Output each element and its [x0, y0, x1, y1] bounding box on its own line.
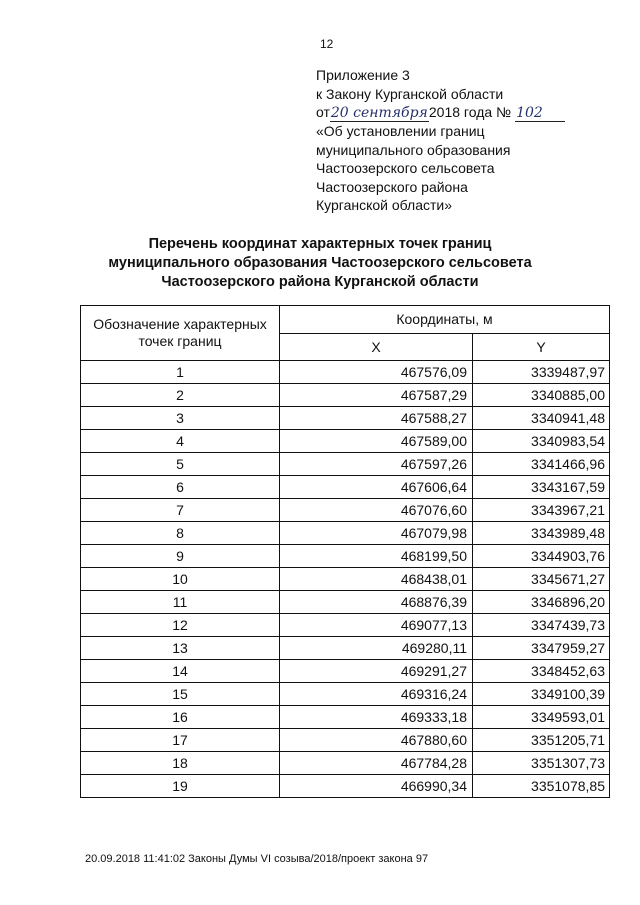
header-y: Y: [473, 333, 610, 361]
table-row: [81, 637, 610, 660]
appendix-date-line: [316, 103, 565, 122]
coord-x: 467079,98: [280, 522, 473, 545]
coord-x: 467588,27: [280, 407, 473, 430]
coord-y: 3343167,59: [473, 476, 610, 499]
coord-x: 467784,28: [280, 752, 473, 775]
coord-x: 467589,00: [280, 430, 473, 453]
table-row: [81, 453, 610, 476]
table-row: [81, 499, 610, 522]
title-line: Перечень координат характерных точек границ: [148, 236, 492, 252]
table-row: [81, 407, 610, 430]
coord-y: 3343967,21: [473, 499, 610, 522]
coord-y: 3340941,48: [473, 407, 610, 430]
table-row: [81, 706, 610, 729]
date-prefix: от: [316, 104, 330, 120]
appendix-line: Частоозерского сельсовета: [316, 160, 495, 176]
point-number: 9: [81, 545, 280, 568]
table-row: [81, 476, 610, 499]
coord-y: 3340983,54: [473, 430, 610, 453]
appendix-line: муниципального образования: [316, 141, 511, 158]
coord-y: 3344903,76: [473, 545, 610, 568]
appendix-line: Приложение 3: [316, 67, 410, 83]
coord-x: 469291,27: [280, 660, 473, 683]
coord-x: 469316,24: [280, 683, 473, 706]
table-row: [81, 430, 610, 453]
title-line: Частоозерского района Курганской области: [161, 274, 479, 290]
table-row: [81, 752, 610, 775]
coord-y: 3345671,27: [473, 568, 610, 591]
coord-y: 3348452,63: [473, 660, 610, 683]
handwritten-date: 20 сентября: [330, 105, 428, 121]
coord-y: 3347959,27: [473, 637, 610, 660]
coord-y: 3351078,85: [473, 775, 610, 798]
point-number: 19: [81, 775, 280, 798]
handwritten-law-number: 102: [515, 106, 565, 122]
point-number: 18: [81, 752, 280, 775]
coordinates-table: [80, 305, 610, 798]
point-number: 5: [81, 453, 280, 476]
coord-y: 3343989,48: [473, 522, 610, 545]
page-number: 12: [320, 37, 334, 51]
point-number: 17: [81, 729, 280, 752]
table-row: [81, 775, 610, 798]
title-line: муниципального образования Частоозерского сельсовета: [108, 255, 532, 271]
coord-x: 467587,29: [280, 384, 473, 407]
point-number: 1: [81, 361, 280, 384]
point-number: 10: [81, 568, 280, 591]
point-number: 7: [81, 499, 280, 522]
point-number: 4: [81, 430, 280, 453]
coord-y: 3351307,73: [473, 752, 610, 775]
coord-x: 469077,13: [280, 614, 473, 637]
point-number: 15: [81, 683, 280, 706]
table-row: [81, 522, 610, 545]
coord-x: 468438,01: [280, 568, 473, 591]
appendix-line: Частоозерского района: [316, 178, 468, 195]
coord-x: 467576,09: [280, 361, 473, 384]
date-suffix: 2018 года №: [428, 104, 512, 120]
coord-x: 469280,11: [280, 637, 473, 660]
table-row: [81, 660, 610, 683]
appendix-line: Курганской области»: [316, 197, 453, 213]
point-number: 8: [81, 522, 280, 545]
coord-x: 467597,26: [280, 453, 473, 476]
coord-y: 3349100,39: [473, 683, 610, 706]
coord-y: 3339487,97: [473, 361, 610, 384]
coord-y: 3340885,00: [473, 384, 610, 407]
point-number: 11: [81, 591, 280, 614]
point-number: 16: [81, 706, 280, 729]
coord-x: 466990,34: [280, 775, 473, 798]
coord-y: 3346896,20: [473, 591, 610, 614]
header-coordinates: Координаты, м: [280, 306, 610, 334]
table-row: [81, 591, 610, 614]
table-row: [81, 729, 610, 752]
point-number: 13: [81, 637, 280, 660]
table-row: [81, 361, 610, 384]
appendix-line: к Закону Курганской области: [316, 85, 504, 102]
coord-x: 469333,18: [280, 706, 473, 729]
point-number: 14: [81, 660, 280, 683]
coord-y: 3341466,96: [473, 453, 610, 476]
coord-x: 467880,60: [280, 729, 473, 752]
table-row: [81, 614, 610, 637]
coord-x: 467076,60: [280, 499, 473, 522]
table-row: [81, 683, 610, 706]
coord-y: 3347439,73: [473, 614, 610, 637]
point-number: 6: [81, 476, 280, 499]
header-point-designation: Обозначение характерных точек границ: [81, 306, 280, 361]
table-row: [81, 568, 610, 591]
coord-x: 467606,64: [280, 476, 473, 499]
coord-y: 3349593,01: [473, 706, 610, 729]
point-number: 2: [81, 384, 280, 407]
appendix-line: «Об установлении границ: [316, 123, 485, 139]
header-x: X: [280, 333, 473, 361]
table-row: [81, 545, 610, 568]
table-row: [81, 384, 610, 407]
point-number: 3: [81, 407, 280, 430]
appendix-header: [316, 66, 565, 215]
coord-x: 468199,50: [280, 545, 473, 568]
coord-x: 468876,39: [280, 591, 473, 614]
point-number: 12: [81, 614, 280, 637]
footer-stamp: 20.09.2018 11:41:02 Законы Думы VI созыва/2018/проект закона 97: [85, 853, 429, 865]
document-title: [0, 235, 640, 292]
coord-y: 3351205,71: [473, 729, 610, 752]
